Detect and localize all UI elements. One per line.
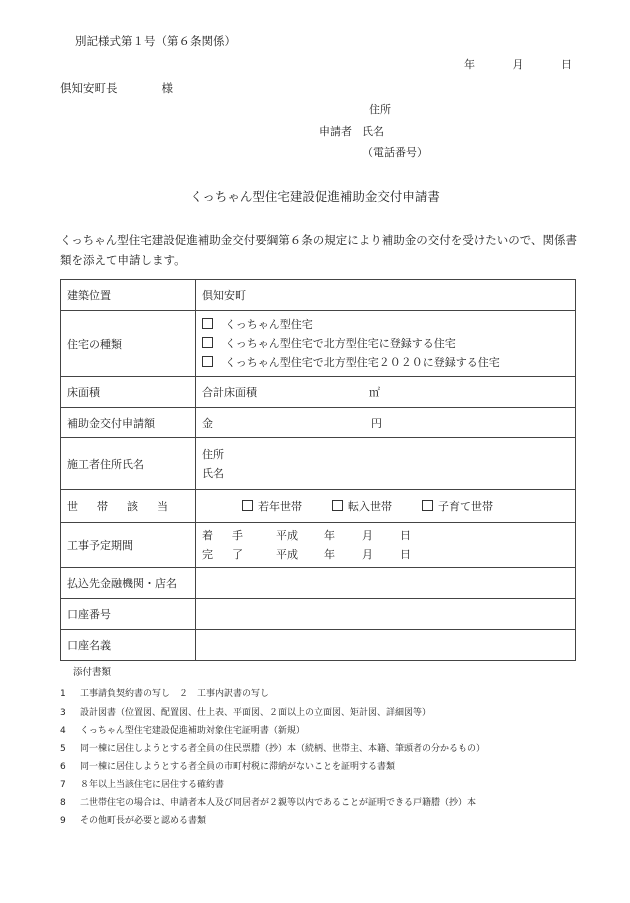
attachment-text: 同一棟に居住しようとする者全員の市町村税に滞納がないことを証明する書類 bbox=[80, 762, 396, 772]
contractor-address-label: 住所 bbox=[202, 447, 224, 461]
account-name-label: 口座名義 bbox=[61, 630, 196, 661]
row-grant bbox=[61, 408, 576, 438]
account-name-field[interactable] bbox=[196, 630, 576, 661]
attachment-text: 設計図書（位置図、配置図、仕上表、平面図、２面以上の立面図、矩計図、詳細図等） bbox=[80, 708, 432, 718]
schedule-end-row bbox=[202, 545, 569, 564]
house-type-label: 住宅の種類 bbox=[61, 311, 196, 377]
document-title: くっちゃん型住宅建設促進補助金交付申請書 bbox=[190, 189, 440, 204]
house-type-option[interactable] bbox=[202, 334, 569, 353]
floor-area-field[interactable] bbox=[196, 377, 576, 408]
attachment-text: 二世帯住宅の場合は、申請者本人及び同居者が２親等以内であることが証明できる戸籍謄（抄）本 bbox=[80, 798, 477, 808]
application-table bbox=[60, 279, 576, 661]
attachment-item bbox=[60, 759, 395, 772]
attachment-text: くっちゃん型住宅建設促進補助対象住宅証明書（新規） bbox=[80, 726, 305, 736]
schedule-month: 月 bbox=[362, 548, 373, 561]
form-reference: 別記様式第１号（第６条関係） bbox=[75, 34, 236, 48]
grant-unit: 円 bbox=[371, 416, 382, 430]
row-floor-area bbox=[61, 377, 576, 408]
contractor-label: 施工者住所氏名 bbox=[61, 438, 196, 490]
grant-prefix: 金 bbox=[202, 416, 213, 430]
schedule-era: 平成 bbox=[276, 529, 298, 542]
floor-area-label: 床面積 bbox=[61, 377, 196, 408]
attachment-number: 7 bbox=[60, 780, 66, 790]
house-type-option-label: くっちゃん型住宅で北方型住宅に登録する住宅 bbox=[225, 337, 456, 350]
grant-field[interactable] bbox=[196, 408, 576, 438]
row-household bbox=[61, 490, 576, 523]
checkbox-icon[interactable] bbox=[422, 500, 433, 511]
household-option-young[interactable] bbox=[242, 498, 302, 514]
attachment-item bbox=[60, 777, 224, 790]
attachment-number: 8 bbox=[60, 798, 66, 808]
attachment-number: 5 bbox=[60, 744, 66, 754]
schedule-start-row bbox=[202, 526, 569, 545]
household-option-relocation[interactable] bbox=[332, 498, 392, 514]
attachment-item bbox=[60, 741, 485, 754]
household-label-char: 当 bbox=[157, 500, 168, 513]
household-option-label: 若年世帯 bbox=[258, 500, 302, 513]
schedule-day: 日 bbox=[400, 529, 411, 542]
attachment-text: 工事請負契約書の写し ２ 工事内訳書の写し bbox=[80, 689, 270, 699]
floor-area-value-label: 合計床面積 bbox=[202, 386, 257, 399]
row-location bbox=[61, 280, 576, 311]
row-bank bbox=[61, 568, 576, 599]
bank-field[interactable] bbox=[196, 568, 576, 599]
household-option-childrearing[interactable] bbox=[422, 498, 493, 514]
attachment-number: 4 bbox=[60, 726, 66, 736]
row-account-number bbox=[61, 599, 576, 630]
attachment-item bbox=[60, 686, 269, 699]
checkbox-icon[interactable] bbox=[242, 500, 253, 511]
row-schedule bbox=[61, 523, 576, 568]
house-type-options bbox=[196, 311, 576, 377]
attachment-item bbox=[60, 795, 476, 808]
location-label: 建築位置 bbox=[61, 280, 196, 311]
attachment-number: 6 bbox=[60, 762, 66, 772]
household-label-char: 世 bbox=[67, 500, 78, 513]
household-options bbox=[196, 490, 576, 523]
row-house-type bbox=[61, 311, 576, 377]
date-line bbox=[430, 56, 572, 72]
checkbox-icon[interactable] bbox=[202, 356, 213, 367]
bank-label: 払込先金融機関・店名 bbox=[61, 568, 196, 599]
schedule-char: 手 bbox=[232, 529, 243, 542]
checkbox-icon[interactable] bbox=[202, 337, 213, 348]
contractor-field[interactable] bbox=[196, 438, 576, 490]
grant-label: 補助金交付申請額 bbox=[61, 408, 196, 438]
addressee-name: 倶知安町長 bbox=[60, 81, 118, 95]
applicant-line bbox=[319, 123, 384, 139]
applicant-phone-label: （電話番号） bbox=[362, 146, 428, 159]
date-year: 年 bbox=[464, 58, 475, 71]
applicant-role: 申請者 bbox=[319, 125, 352, 138]
row-contractor bbox=[61, 438, 576, 490]
household-label-char: 帯 bbox=[97, 500, 108, 513]
account-number-label: 口座番号 bbox=[61, 599, 196, 630]
schedule-char: 了 bbox=[232, 548, 243, 561]
account-number-field[interactable] bbox=[196, 599, 576, 630]
date-day: 日 bbox=[561, 58, 572, 71]
intro-text: くっちゃん型住宅建設促進補助金交付要綱第６条の規定により補助金の交付を受けたいので、関係書類を添えて申請します。 bbox=[60, 233, 578, 267]
row-account-name bbox=[61, 630, 576, 661]
contractor-name-label: 氏名 bbox=[202, 466, 224, 480]
schedule-month: 月 bbox=[362, 529, 373, 542]
schedule-year: 年 bbox=[324, 529, 335, 542]
schedule-label: 工事予定期間 bbox=[61, 523, 196, 568]
household-label-char: 該 bbox=[127, 500, 138, 513]
applicant-name-label: 氏名 bbox=[362, 125, 384, 138]
household-option-label: 子育て世帯 bbox=[438, 500, 493, 513]
attachment-item bbox=[60, 813, 206, 826]
attachment-text: 同一棟に居住しようとする者全員の住民票謄（抄）本（続柄、世帯主、本籍、筆頭者の分かるもの） bbox=[80, 744, 486, 754]
schedule-char: 完 bbox=[202, 548, 213, 561]
house-type-option-label: くっちゃん型住宅 bbox=[225, 318, 313, 331]
schedule-day: 日 bbox=[400, 548, 411, 561]
checkbox-icon[interactable] bbox=[202, 318, 213, 329]
house-type-option-label: くっちゃん型住宅で北方型住宅２０２０に登録する住宅 bbox=[225, 356, 500, 369]
attachment-text: その他町長が必要と認める書類 bbox=[80, 816, 207, 826]
attachment-number: 3 bbox=[60, 708, 66, 718]
attachment-number: 9 bbox=[60, 816, 66, 826]
checkbox-icon[interactable] bbox=[332, 500, 343, 511]
house-type-option[interactable] bbox=[202, 353, 569, 372]
attachments-heading: 添付書類 bbox=[73, 667, 112, 678]
floor-area-unit: ㎡ bbox=[369, 386, 380, 399]
attachment-item bbox=[60, 723, 305, 736]
date-month: 月 bbox=[512, 58, 524, 71]
attachment-text: ８年以上当該住宅に居住する確約書 bbox=[80, 780, 225, 790]
schedule-field[interactable] bbox=[196, 523, 576, 568]
attachment-number: 1 bbox=[60, 689, 66, 699]
household-label bbox=[61, 490, 196, 523]
schedule-year: 年 bbox=[324, 548, 335, 561]
house-type-option[interactable] bbox=[202, 315, 569, 334]
schedule-char: 着 bbox=[202, 529, 213, 542]
applicant-address-label: 住所 bbox=[369, 103, 391, 116]
addressee-honorific: 様 bbox=[161, 81, 173, 95]
location-value[interactable]: 倶知安町 bbox=[196, 280, 576, 311]
household-option-label: 転入世帯 bbox=[348, 500, 392, 513]
schedule-era: 平成 bbox=[276, 548, 298, 561]
addressee bbox=[60, 80, 173, 96]
attachment-item bbox=[60, 705, 431, 718]
